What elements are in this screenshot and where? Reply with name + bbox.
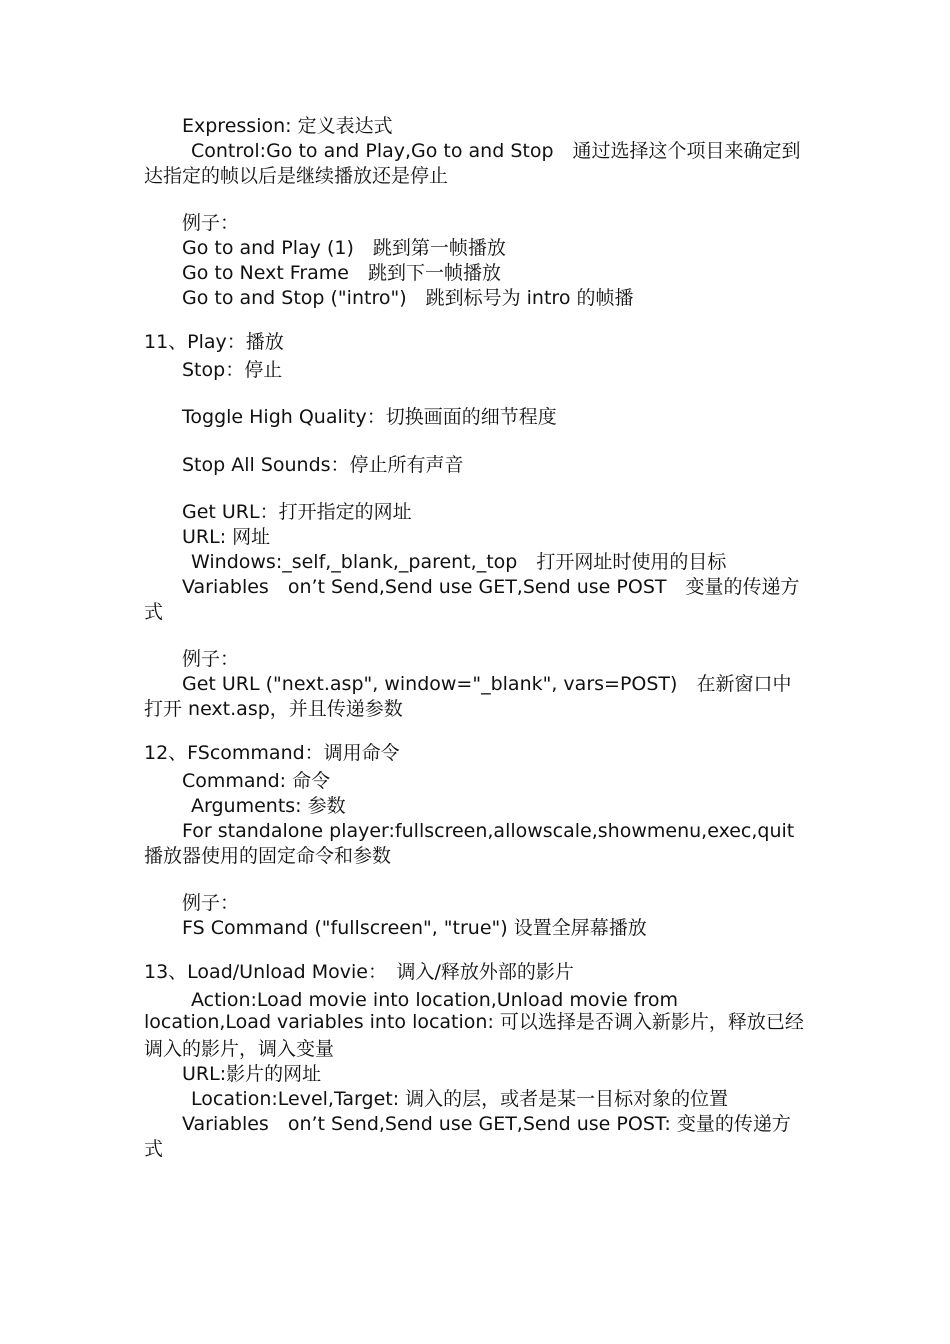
text-line-action: Action:Load movie into location,Unload movie from (191, 989, 678, 1011)
text-line-stop: Stop：停止 (182, 359, 283, 381)
text-line-variables-2-cont: 式 (144, 1138, 164, 1160)
text-line-toggle-quality: Toggle High Quality：切换画面的细节程度 (182, 406, 557, 428)
text-line-control: Control:Go to and Play,Go to and Stop 通过选择这个项目来确定到 (191, 140, 801, 162)
text-line-get-url: Get URL：打开指定的网址 (182, 501, 412, 523)
section-heading-play: 11、Play：播放 (144, 331, 284, 353)
text-line-example-fscommand: FS Command ("fullscreen", "true") 设置全屏幕播放 (182, 917, 647, 939)
text-line-control-cont: 达指定的帧以后是继续播放还是停止 (144, 165, 449, 187)
text-line-example-label-3: 例子： (182, 892, 240, 914)
text-line-variables: Variables on’t Send,Send use GET,Send use POST 变量的传递方 (182, 576, 800, 598)
section-heading-fscommand: 12、FScommand：调用命令 (144, 742, 400, 764)
text-line-example-stop: Go to and Stop ("intro") 跳到标号为 intro 的帧播 (182, 287, 634, 309)
text-line-example-play: Go to and Play (1) 跳到第一帧播放 (182, 237, 506, 259)
text-line-command: Command: 命令 (182, 770, 331, 792)
text-line-arguments: Arguments: 参数 (191, 795, 346, 817)
text-line-example-label: 例子： (182, 212, 240, 234)
text-line-variables-2: Variables on’t Send,Send use GET,Send use POST: 变量的传递方 (182, 1113, 791, 1135)
text-line-movie-url: URL:影片的网址 (182, 1063, 322, 1085)
text-line-variables-cont: 式 (144, 601, 164, 623)
text-line-example-label-2: 例子： (182, 648, 240, 670)
text-line-location: Location:Level,Target: 调入的层，或者是某一目标对象的位置 (191, 1088, 729, 1110)
text-line-example-geturl-cont: 打开 next.asp，并且传递参数 (144, 698, 403, 720)
text-line-action-cont-2: 调入的影片，调入变量 (144, 1038, 335, 1060)
text-line-standalone: For standalone player:fullscreen,allowscale,showmenu,exec,quit (182, 820, 795, 842)
text-line-windows: Windows:_self,_blank,_parent,_top 打开网址时使用的目标 (191, 551, 727, 573)
section-heading-load-movie: 13、Load/Unload Movie： 调入/释放外部的影片 (144, 961, 574, 983)
text-line-example-next: Go to Next Frame 跳到下一帧播放 (182, 262, 502, 284)
text-line-url: URL: 网址 (182, 526, 271, 548)
text-line-action-cont: location,Load variables into location: 可以选择是否调入新影片，释放已经 (144, 1011, 804, 1033)
text-line-standalone-cont: 播放器使用的固定命令和参数 (144, 845, 392, 867)
text-line-stop-sounds: Stop All Sounds：停止所有声音 (182, 454, 464, 476)
text-line-expression: Expression: 定义表达式 (182, 115, 393, 137)
text-line-example-geturl: Get URL ("next.asp", window="_blank", vars=POST) 在新窗口中 (182, 673, 792, 695)
